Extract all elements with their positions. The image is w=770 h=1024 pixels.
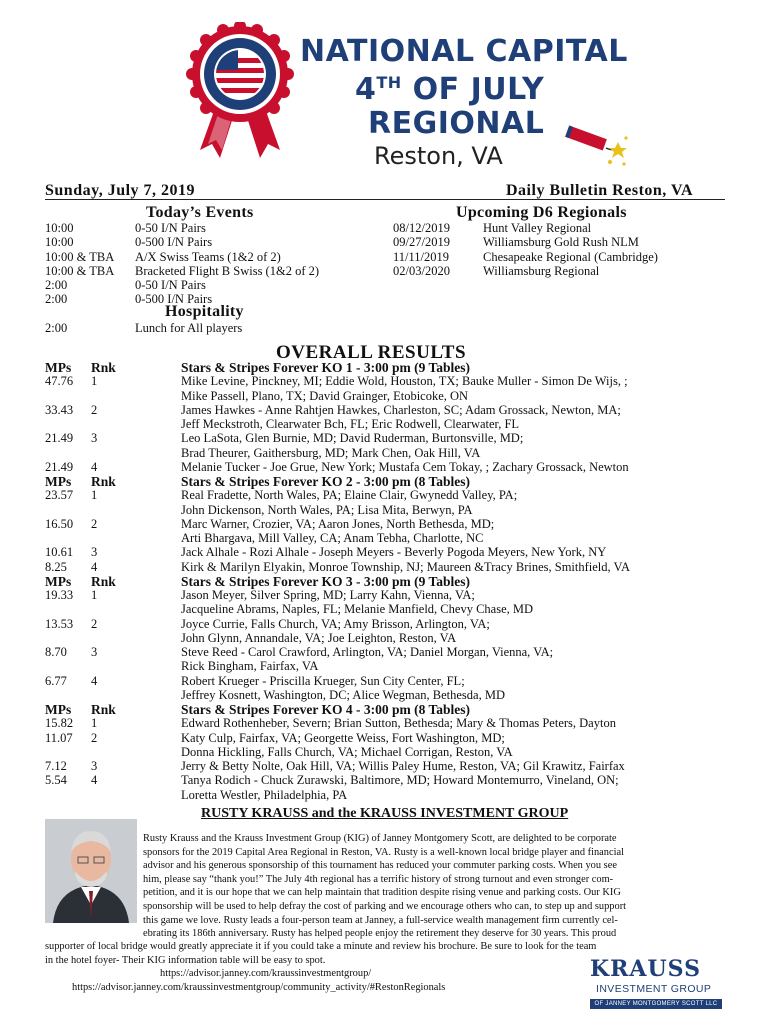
result-team: Melanie Tucker - Joe Grue, New York; Mustafa Cem Tokay, ; Zachary Grossack, Newton xyxy=(181,459,629,474)
hospitality-name: Lunch for All players xyxy=(135,321,243,335)
title-line-3: REGIONAL xyxy=(368,106,545,141)
upcoming-name: Hunt Valley Regional xyxy=(483,221,592,235)
result-rank: 4 xyxy=(91,773,98,788)
upcoming-name: Williamsburg Gold Rush NLM xyxy=(483,235,639,250)
upcoming-row xyxy=(393,221,723,235)
event-row xyxy=(45,235,375,249)
mps-column-header: MPs xyxy=(45,573,72,589)
krauss-logo-name: KRAUSS xyxy=(590,956,701,982)
result-rank: 1 xyxy=(91,716,98,731)
result-team: John Glynn, Annandale, VA; Joe Leighton, Reston, VA xyxy=(181,630,457,645)
result-mps: 33.43 xyxy=(45,402,74,417)
upcoming-date: 09/27/2019 xyxy=(393,235,450,250)
event-results-title: Stars & Stripes Forever KO 3 - 3:00 pm (9 Tables) xyxy=(181,573,470,589)
event-time: 10:00 & TBA xyxy=(45,249,115,264)
divider xyxy=(45,199,725,200)
krauss-logo-bar: OF JANNEY MONTGOMERY SCOTT LLC xyxy=(590,999,722,1009)
event-name: 0-500 I/N Pairs xyxy=(135,235,213,250)
title-line-1: NATIONAL CAPITAL xyxy=(300,34,628,69)
date-label: Sunday, July 7, 2019 xyxy=(45,182,196,199)
upcoming-list xyxy=(393,221,723,278)
result-rank: 2 xyxy=(91,730,98,745)
sponsor-heading: RUSTY KRAUSS and the KRAUSS INVESTMENT GROUP xyxy=(201,806,569,821)
sponsor-text-line: in the hotel foyer- Their KIG information table will be easy to spot. xyxy=(45,954,326,966)
result-mps: 7.12 xyxy=(45,759,67,773)
event-time: 10:00 xyxy=(45,221,74,235)
result-team: Loretta Westler, Philadelphia, PA xyxy=(181,787,348,802)
overall-results-heading: OVERALL RESULTS xyxy=(276,342,467,363)
sponsor-text-line: supporter of local bridge would greatly appreciate it if you could take a minute and review his brochure. Be sure to look for the team xyxy=(45,941,597,952)
sponsor-photo xyxy=(45,819,137,923)
rnk-column-header: Rnk xyxy=(91,702,116,717)
rnk-column-header: Rnk xyxy=(91,360,116,375)
result-team: Jeffrey Kosnett, Washington, DC; Alice Wegman, Bethesda, MD xyxy=(181,687,505,702)
upcoming-name: Chesapeake Regional (Cambridge) xyxy=(483,249,658,264)
result-team: Jason Meyer, Silver Spring, MD; Larry Kahn, Vienna, VA; xyxy=(181,588,475,602)
sponsor-text-line: ebrating its 186th anniversary. Rusty has helped people enjoy the retirement they deserve for 30 years. This proud xyxy=(143,928,617,940)
title-line-2-suffix: TH xyxy=(376,73,402,92)
title-line-2 xyxy=(355,72,544,107)
result-team: John Dickenson, North Wales, PA; Lisa Mita, Berwyn, PA xyxy=(181,502,473,517)
result-team: Robert Krueger - Priscilla Krueger, Sun City Center, FL; xyxy=(181,673,465,688)
krauss-logo-subtitle: INVESTMENT GROUP xyxy=(596,983,712,995)
event-row xyxy=(45,250,375,264)
event-time: 2:00 xyxy=(45,278,68,293)
result-team: Arti Bhargava, Mill Valley, CA; Anam Tebha, Charlotte, NC xyxy=(181,531,484,545)
result-team: Jacqueline Abrams, Naples, FL; Melanie Manfield, Chevy Chase, MD xyxy=(181,602,534,617)
result-mps: 8.70 xyxy=(45,645,67,659)
result-rank: 4 xyxy=(91,459,98,474)
upcoming-heading: Upcoming D6 Regionals xyxy=(456,204,627,221)
result-team: Tanya Rodich - Chuck Zurawski, Baltimore, MD; Howard Montemurro, Vineland, ON; xyxy=(181,773,619,788)
upcoming-row xyxy=(393,250,723,264)
bulletin-label: Daily Bulletin Reston, VA xyxy=(506,182,694,199)
upcoming-name: Williamsburg Regional xyxy=(483,263,600,278)
upcoming-row xyxy=(393,235,723,249)
result-mps: 21.49 xyxy=(45,459,74,474)
result-team: Jeff Meckstroth, Clearwater Bch, FL; Eric Rodwell, Clearwater, FL xyxy=(181,417,520,431)
result-rank: 3 xyxy=(91,545,98,560)
event-row xyxy=(45,264,375,278)
result-team: Katy Culp, Fairfax, VA; Georgette Weiss, Fort Washington, MD; xyxy=(181,730,505,745)
result-team: Steve Reed - Carol Crawford, Arlington, VA; Daniel Morgan, Vienna, VA; xyxy=(181,645,554,659)
todays-events-list xyxy=(45,221,375,307)
result-rank: 2 xyxy=(91,516,98,531)
result-rank: 2 xyxy=(91,616,98,631)
event-time: 2:00 xyxy=(45,292,68,307)
result-rank: 3 xyxy=(91,431,98,446)
event-row xyxy=(45,278,375,292)
event-results-title: Stars & Stripes Forever KO 1 - 3:00 pm (9 Tables) xyxy=(181,360,470,375)
sponsor-link-1[interactable]: https://advisor.janney.com/kraussinvestmentgroup/ xyxy=(160,968,372,979)
result-team: Jack Alhale - Rozi Alhale - Joseph Meyers - Beverly Pogoda Meyers, New York, NY xyxy=(181,545,607,560)
result-mps: 47.76 xyxy=(45,374,74,389)
event-results-title: Stars & Stripes Forever KO 2 - 3:00 pm (8 Tables) xyxy=(181,474,470,489)
city-label: Reston, VA xyxy=(374,142,503,170)
upcoming-date: 11/11/2019 xyxy=(393,249,450,264)
result-team: Edward Rothenheber, Severn; Brian Sutton, Bethesda; Mary & Thomas Peters, Dayton xyxy=(181,716,616,731)
result-mps: 10.61 xyxy=(45,545,74,560)
event-name: Bracketed Flight B Swiss (1&2 of 2) xyxy=(135,263,320,278)
rnk-column-header: Rnk xyxy=(91,474,116,489)
result-team: Joyce Currie, Falls Church, VA; Amy Brisson, Arlington, VA; xyxy=(181,616,490,631)
result-mps: 13.53 xyxy=(45,616,74,631)
title-line-2-number: 4 xyxy=(355,72,377,107)
event-results-title: Stars & Stripes Forever KO 4 - 3:00 pm (8 Tables) xyxy=(181,702,470,717)
event-row xyxy=(45,221,375,235)
event-name: 0-500 I/N Pairs xyxy=(135,292,213,307)
result-mps: 16.50 xyxy=(45,516,74,531)
sponsor-text-line: sponsors for the 2019 Capital Area Regional in Reston, VA. Rusty is a well-known local bridge player and financial xyxy=(143,846,624,858)
event-time: 10:00 xyxy=(45,235,74,250)
upcoming-date: 08/12/2019 xyxy=(393,221,450,235)
result-mps: 19.33 xyxy=(45,588,74,602)
sponsor-link-2[interactable]: https://advisor.janney.com/kraussinvestmentgroup/community_activity/#RestonRegionals xyxy=(72,982,446,993)
result-team: Donna Hickling, Falls Church, VA; Michael Corrigan, Reston, VA xyxy=(181,744,513,759)
title-line-2-rest: OF JULY xyxy=(401,72,545,107)
result-mps: 6.77 xyxy=(45,673,67,688)
firecracker-icon xyxy=(560,118,630,178)
event-name: A/X Swiss Teams (1&2 of 2) xyxy=(135,249,281,264)
sponsor-text-line: petition, and it is our hope that we can help maintain that tradition despite rising venue and parking costs. Our KIG xyxy=(143,887,621,899)
result-team: James Hawkes - Anne Rahtjen Hawkes, Charleston, SC; Adam Grossack, Newton, MA; xyxy=(181,402,621,417)
result-mps: 23.57 xyxy=(45,488,74,503)
result-team: Leo LaSota, Glen Burnie, MD; David Ruderman, Burtonsville, MD; xyxy=(181,431,524,446)
result-team: Brad Theurer, Gaithersburg, MD; Mark Chen, Oak Hill, VA xyxy=(181,445,481,460)
event-time: 10:00 & TBA xyxy=(45,263,115,278)
hospitality-time: 2:00 xyxy=(45,321,68,335)
hospitality-heading: Hospitality xyxy=(165,303,244,320)
result-mps: 5.54 xyxy=(45,773,67,788)
rosette-logo xyxy=(178,22,302,162)
result-rank: 4 xyxy=(91,673,98,688)
result-team: Rick Bingham, Fairfax, VA xyxy=(181,659,319,674)
sponsor-text-line: sponsorship will be used to help defray the cost of parking and we encourage others who can, to step up and support xyxy=(143,900,627,912)
result-team: Real Fradette, North Wales, PA; Elaine Clair, Gwynedd Valley, PA; xyxy=(181,488,518,503)
result-mps: 11.07 xyxy=(45,730,73,745)
event-name: 0-50 I/N Pairs xyxy=(135,278,206,293)
sponsor-text-line: him, please say “thank you!” The July 4th regional has a terrific history of strong turnout and even stronger com- xyxy=(143,873,614,885)
result-mps: 21.49 xyxy=(45,431,74,446)
rnk-column-header: Rnk xyxy=(91,573,116,589)
result-team: Jerry & Betty Nolte, Oak Hill, VA; Willis Paley Hume, Reston, VA; Gil Krawitz, Fairfax xyxy=(181,759,625,773)
hospitality-row xyxy=(45,321,375,335)
result-rank: 3 xyxy=(91,645,98,659)
result-rank: 1 xyxy=(91,588,98,602)
result-rank: 2 xyxy=(91,402,98,417)
mps-column-header: MPs xyxy=(45,702,72,717)
upcoming-date: 02/03/2020 xyxy=(393,263,450,278)
result-rank: 1 xyxy=(91,374,98,389)
result-team: Mike Passell, Plano, TX; David Grainger, Etobicoke, ON xyxy=(181,388,469,403)
result-rank: 4 xyxy=(91,559,98,574)
sponsor-paragraph xyxy=(143,832,725,941)
sponsor-text-line: Rusty Krauss and the Krauss Investment Group (KIG) of Janney Montgomery Scott, are delighted to be corporate xyxy=(143,833,617,844)
sponsor-text-line: advisor and his generous sponsorship of this tournament has reduced your commuter parking costs. When you see xyxy=(143,860,617,872)
result-team: Marc Warner, Crozier, VA; Aaron Jones, North Bethesda, MD; xyxy=(181,516,495,531)
result-team: Kirk & Marilyn Elyakin, Monroe Township, NJ; Maureen &Tracy Brines, Smithfield, VA xyxy=(181,559,630,574)
result-rank: 3 xyxy=(91,759,98,773)
result-rank: 1 xyxy=(91,488,98,503)
result-mps: 8.25 xyxy=(45,559,67,574)
result-team: Mike Levine, Pinckney, MI; Eddie Wold, Houston, TX; Bauke Muller - Simon De Wijs, ; xyxy=(181,374,628,389)
todays-events-heading: Today’s Events xyxy=(146,204,254,221)
sponsor-text-line: this game we love. Rusty leads a four-person team at Janney, a full-service wealth management firm currently cel- xyxy=(143,914,618,926)
mps-column-header: MPs xyxy=(45,360,72,375)
mps-column-header: MPs xyxy=(45,474,72,489)
result-mps: 15.82 xyxy=(45,716,74,731)
event-name: 0-50 I/N Pairs xyxy=(135,221,206,235)
upcoming-row xyxy=(393,264,723,278)
